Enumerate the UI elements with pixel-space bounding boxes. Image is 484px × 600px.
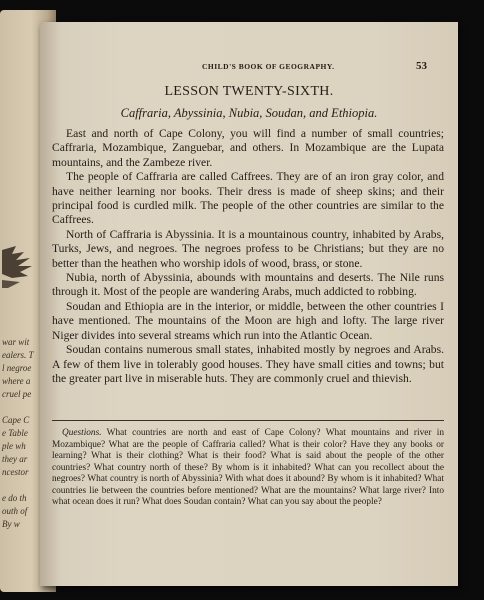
paragraph: Soudan and Ethiopia are in the interior, or middle, between the other countries I have mentioned. The mountains of the Moon are high and lofty. The large river Niger divides into several streams which run into the Atlantic Ocean. [52, 299, 444, 342]
left-fragment: ple wh [2, 441, 26, 451]
paragraph: Soudan contains numerous small states, inhabited mostly by negroes and Arabs. A few of them live in tolerably good houses. They have small cities and towns; but the greater part live in miserable huts. They are commonly cruel and thievish. [52, 343, 444, 385]
running-head: CHILD'S BOOK OF GEOGRAPHY. [202, 62, 335, 71]
book-page [40, 22, 458, 586]
questions-block [52, 428, 444, 509]
left-fragment: they ar [2, 454, 28, 464]
left-fragment: e Table [2, 428, 28, 438]
left-fragment: e do th [2, 493, 27, 503]
left-fragment: ncestor [2, 467, 29, 477]
left-fragment: where a [2, 376, 31, 386]
paragraph: North of Caffraria is Abyssinia. It is a mountainous country, inhabited by Arabs, Turks, Jews, and negroes. The negroes profess to be Christians; but they are no better than the heathen who worship idols of wood, brass, or stone. [52, 227, 444, 270]
questions-text: What countries are north and east of Cape Colony? What mountains and river in Mozambique? What are the people of Caffraria called? What is their color? Have they any books or learning? What is their clothing? What is their food? What is said about the people of the other countries? What country north of these? By whom is it inhabited? What can you recollect about the negroes? What country is north of Abyssinia? With what does it abound? By whom is it inhabited? What countries lie between the countries before mentioned? What are the mountains? What large river? Into what ocean does it run? What does Soudan contain? What can you say about the people? [52, 428, 445, 507]
lesson-body [52, 127, 444, 386]
engraving-fragment [2, 242, 42, 292]
left-fragment: outh of [2, 506, 28, 516]
left-fragment: Cape C [2, 415, 30, 425]
paragraph: The people of Caffraria are called Caffrees. They are of an iron gray color, and have neither learning nor books. Their dress is made of sheep skins; and their principal food is curdled milk. The people of the other countries are similar to the Caffrees. [52, 170, 444, 227]
left-fragment: cruel pe [2, 389, 32, 399]
lesson-title: LESSON TWENTY-SIXTH. [164, 84, 334, 99]
paragraph: East and north of Cape Colony, you will find a number of small countries; Caffraria, Mozambique, Zanguebar, and others. In Mozambique are the Lupata mountains, and the Zambeze river. [52, 127, 444, 169]
page-number: 53 [416, 60, 427, 72]
lesson-subtitle: Caffraria, Abyssinia, Nubia, Soudan, and Ethiopia. [120, 106, 378, 120]
left-fragment: By w [2, 519, 20, 529]
left-fragment: war wit [2, 337, 30, 347]
questions-label: Questions. [62, 428, 102, 438]
left-fragment: ealers. T [2, 350, 34, 360]
section-divider [52, 420, 444, 421]
paragraph: Nubia, north of Abyssinia, abounds with mountains and deserts. The Nile runs through it. Most of the people are wandering Arabs, much addicted to robbing. [52, 271, 444, 299]
left-fragment: l negroe [2, 363, 32, 373]
